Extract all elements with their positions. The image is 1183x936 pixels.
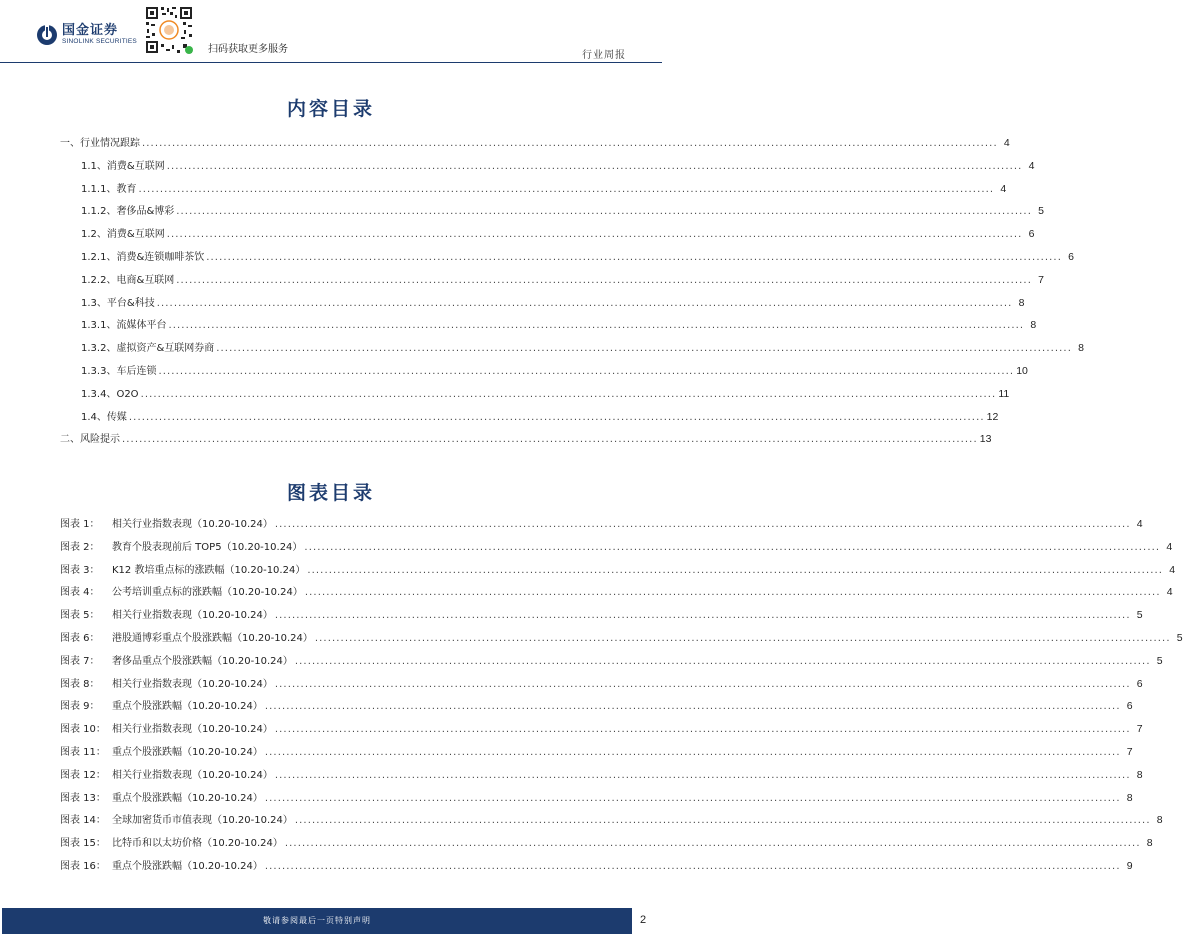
toc-entry-label: 一、行业情况跟踪 [60,138,140,149]
figure-name: 重点个股涨跌幅（10.20-10.24） [112,860,263,872]
figure-page: 5 [1156,654,1163,667]
toc-leader: ........................................................................................................................................................................................................ [168,320,1025,332]
figure-page: 9 [1126,859,1133,872]
toc-entry-label: 1.3.2、虚拟资产&互联网券商 [81,343,215,355]
toc-entry-label: 1.2、消费&互联网 [81,229,165,241]
toc-leader: ........................................................................................................................................................................................................ [138,183,995,195]
figure-number: 图表 5： [60,610,100,622]
toc-entry[interactable] [60,362,1028,385]
figure-name: 奢侈品重点个股涨跌幅（10.20-10.24） [112,655,293,667]
figure-number: 图表 10： [60,724,106,736]
figure-page: 6 [1126,700,1133,713]
toc-entry-label: 1.1、消费&互联网 [81,160,165,172]
figure-page: 5 [1176,631,1183,644]
toc-entry-label: 1.1.2、奢侈品&博彩 [81,206,175,218]
toc-entry[interactable] [60,385,1010,408]
figure-entry[interactable] [60,606,1143,629]
figure-entry[interactable] [60,834,1153,857]
figure-number: 图表 12： [60,769,106,781]
toc-entry-page: 12 [986,410,999,423]
figure-leader: ........................................................................................................................................................................................................ [294,815,1151,827]
toc-entry-page: 6 [1028,228,1035,241]
footer-disclaimer: 敬请参阅最后一页特别声明 [2,908,632,934]
figure-number: 图表 9： [60,701,100,713]
toc-leader: ........................................................................................................................................................................................................ [216,343,1072,355]
figure-number: 图表 2： [60,541,100,553]
figure-page: 6 [1136,677,1143,690]
toc-entry[interactable] [60,202,1044,225]
toc-entry[interactable] [60,316,1037,339]
toc-entry-label: 1.2.1、消费&连锁咖啡茶饮 [81,251,205,263]
figure-entry[interactable] [60,675,1143,698]
figure-entry[interactable] [60,766,1143,789]
header-divider [0,62,662,63]
figure-leader: ........................................................................................................................................................................................................ [307,564,1164,576]
figure-list [60,515,1183,880]
page-header [0,0,662,64]
toc-entry[interactable] [60,430,992,453]
toc-entry[interactable] [60,339,1084,362]
figure-leader: ........................................................................................................................................................................................................ [264,746,1121,758]
figure-page: 7 [1136,723,1143,736]
figure-number: 图表 6： [60,632,100,644]
figure-leader: ........................................................................................................................................................................................................ [274,769,1131,781]
toc-leader: ........................................................................................................................................................................................................ [158,365,1015,377]
toc-entry-label: 1.3.3、车后连锁 [81,365,157,377]
figure-name: 相关行业指数表现（10.20-10.24） [112,610,273,622]
figure-page: 4 [1166,540,1173,553]
toc-entry[interactable] [60,134,1010,157]
figure-entry[interactable] [60,515,1143,538]
toc-entry-page: 7 [1038,273,1044,286]
figure-name: 相关行业指数表现（10.20-10.24） [112,769,273,781]
figure-entry[interactable] [60,583,1173,606]
toc-entry-page: 6 [1068,250,1074,263]
figure-leader: ........................................................................................................................................................................................................ [304,541,1161,553]
logo-text-en: SINOLINK SECURITIES [62,38,137,45]
toc-entry-page: 10 [1016,364,1028,377]
figure-leader: ........................................................................................................................................................................................................ [274,724,1131,736]
figure-name: 重点个股涨跌幅（10.20-10.24） [112,701,263,713]
toc-list [60,134,1084,453]
figure-entry[interactable] [60,811,1163,834]
figure-leader: ........................................................................................................................................................................................................ [264,860,1121,872]
figure-leader: ........................................................................................................................................................................................................ [274,610,1131,622]
toc-entry-page: 8 [1078,342,1084,355]
figure-entry[interactable] [60,743,1133,766]
toc-leader: ........................................................................................................................................................................................................ [142,138,998,149]
toc-entry-label: 1.2.2、电商&互联网 [81,274,175,286]
toc-entry-label: 1.3.4、O2O [81,388,139,400]
figure-entry[interactable] [60,561,1176,584]
logo-mark-icon [36,24,58,46]
toc-leader: ........................................................................................................................................................................................................ [166,160,1023,172]
figure-page: 7 [1126,745,1133,758]
toc-leader: ........................................................................................................................................................................................................ [176,274,1032,286]
figure-entry[interactable] [60,652,1163,675]
figure-page: 8 [1146,837,1153,850]
figure-name: 相关行业指数表现（10.20-10.24） [112,519,273,530]
toc-entry[interactable] [60,248,1074,271]
report-type-label: 行业周报 [582,50,626,61]
toc-entry-label: 1.3、平台&科技 [81,297,155,309]
toc-leader: ........................................................................................................................................................................................................ [122,434,978,446]
figure-number: 图表 7： [60,655,100,667]
figure-number: 图表 4： [60,587,100,599]
figure-number: 图表 3： [60,564,100,576]
figure-name: 相关行业指数表现（10.20-10.24） [112,724,273,736]
figure-entry[interactable] [60,720,1143,743]
figure-name: 港股通博彩重点个股涨跌幅（10.20-10.24） [112,632,313,644]
page-number: 2 [640,914,647,926]
toc-entry[interactable] [60,180,1007,203]
toc-entry-label: 1.3.1、流媒体平台 [81,320,167,332]
figure-entry[interactable] [60,629,1183,652]
toc-entry[interactable] [60,294,1025,317]
figure-name: 重点个股涨跌幅（10.20-10.24） [112,792,263,804]
toc-entry-page: 4 [1028,159,1035,172]
toc-leader: ........................................................................................................................................................................................................ [206,251,1062,263]
figure-leader: ........................................................................................................................................................................................................ [274,519,1131,530]
toc-leader: ........................................................................................................................................................................................................ [140,388,997,400]
toc-entry-page: 4 [1000,182,1007,195]
figure-page: 8 [1156,814,1163,827]
toc-entry[interactable] [60,271,1044,294]
figure-name: K12 教培重点标的涨跌幅（10.20-10.24） [112,564,306,576]
toc-title: 内容目录 [286,98,375,120]
figure-number: 图表 1： [60,519,100,530]
figure-page: 4 [1169,563,1176,576]
company-logo [36,24,137,46]
figure-leader: ........................................................................................................................................................................................................ [284,838,1141,850]
logo-text-cn: 国金证券 [62,23,119,38]
figure-leader: ........................................................................................................................................................................................................ [264,792,1121,804]
qr-caption: 扫码获取更多服务 [208,44,288,55]
figure-name: 全球加密货币市值表现（10.20-10.24） [112,815,293,827]
figure-entry[interactable] [60,857,1133,880]
figure-number: 图表 11： [60,746,106,758]
figure-number: 图表 16： [60,860,106,872]
figure-leader: ........................................................................................................................................................................................................ [314,632,1171,644]
toc-entry-label: 二、风险提示 [60,434,120,446]
toc-leader: ........................................................................................................................................................................................................ [176,206,1032,218]
toc-entry[interactable] [60,157,1035,180]
toc-leader: ........................................................................................................................................................................................................ [166,229,1023,241]
figure-page: 8 [1136,768,1143,781]
figure-leader: ........................................................................................................................................................................................................ [274,678,1131,690]
figure-entry[interactable] [60,789,1133,812]
toc-entry-label: 1.1.1、教育 [81,183,137,195]
figure-name: 公考培训重点标的涨跌幅（10.20-10.24） [112,587,303,599]
figure-entry[interactable] [60,697,1133,720]
toc-entry-page: 5 [1038,205,1044,218]
figure-number: 图表 15： [60,838,106,850]
toc-entry-label: 1.4、传媒 [81,411,127,423]
figure-list-title: 图表目录 [286,482,375,504]
figure-number: 图表 8： [60,678,100,690]
figure-leader: ........................................................................................................................................................................................................ [304,587,1161,599]
figure-name: 重点个股涨跌幅（10.20-10.24） [112,746,263,758]
toc-entry-page: 8 [1018,296,1025,309]
figure-number: 图表 14： [60,815,106,827]
figure-leader: ........................................................................................................................................................................................................ [264,701,1121,713]
qr-code[interactable] [143,4,195,56]
toc-leader: ........................................................................................................................................................................................................ [128,411,985,423]
toc-entry-page: 11 [998,387,1010,400]
figure-page: 5 [1136,609,1143,622]
figure-name: 比特币和以太坊价格（10.20-10.24） [112,838,283,850]
figure-name: 相关行业指数表现（10.20-10.24） [112,678,273,690]
toc-entry-page: 4 [1003,137,1010,149]
figure-page: 4 [1166,586,1173,599]
toc-entry[interactable] [60,225,1035,248]
toc-entry-page: 13 [979,433,992,446]
toc-entry-page: 8 [1030,319,1037,332]
figure-name: 教育个股表现前后 TOP5（10.20-10.24） [112,541,303,553]
toc-leader: ........................................................................................................................................................................................................ [156,297,1013,309]
figure-number: 图表 13： [60,792,106,804]
toc-entry[interactable] [60,408,999,431]
figure-entry[interactable] [60,538,1173,561]
figure-leader: ........................................................................................................................................................................................................ [294,655,1151,667]
figure-page: 4 [1136,518,1143,530]
figure-page: 8 [1126,791,1133,804]
